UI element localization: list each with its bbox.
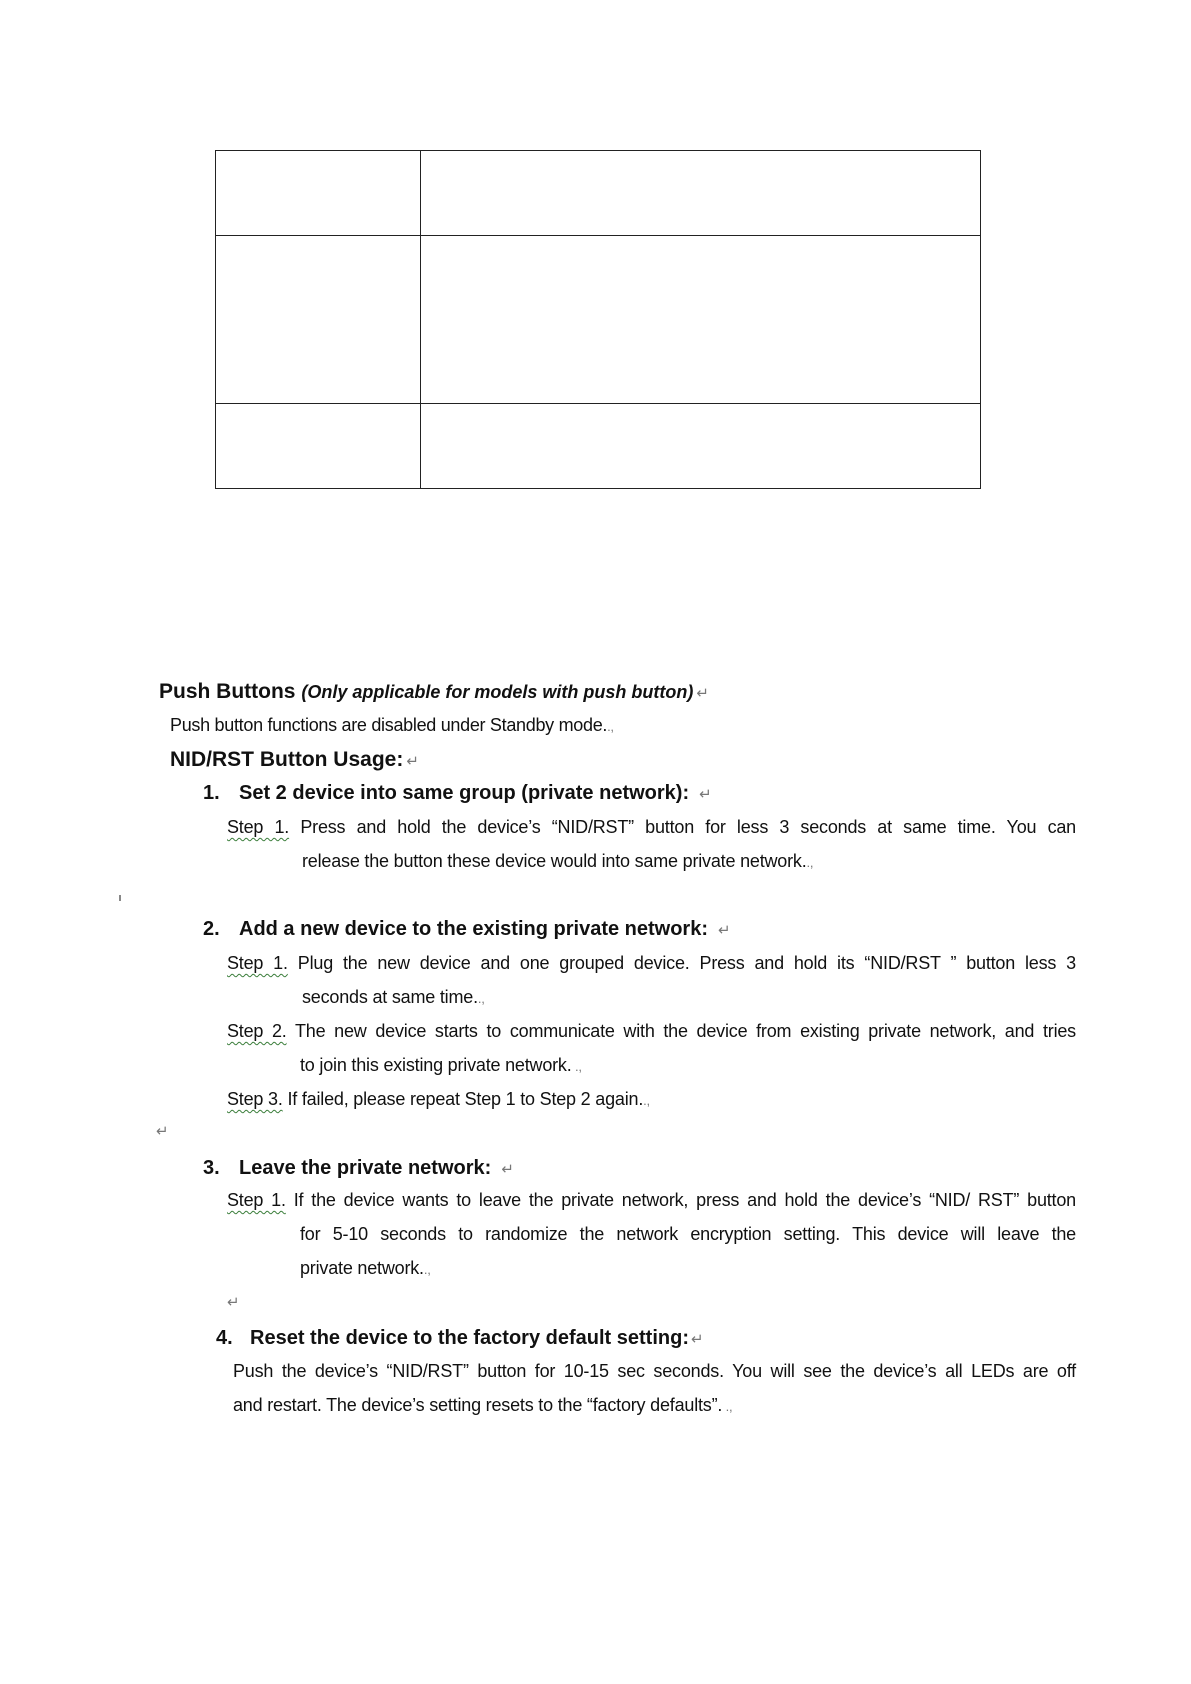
item-number: 1.: [203, 782, 220, 804]
section-subtitle: (Only applicable for models with push button): [301, 682, 694, 702]
body-text: and restart. The device’s setting resets to the “factory defaults”.: [233, 1395, 723, 1415]
paragraph-mark-icon: .,: [571, 1059, 582, 1074]
item-3-step-1-line-2: [300, 1224, 1076, 1245]
item-number: 2.: [203, 918, 220, 940]
item-heading-text: Add a new device to the existing private network:: [239, 918, 708, 940]
table-row: [216, 151, 981, 236]
item-2-step-1-line-1: [227, 953, 1076, 974]
paragraph-mark-icon: .,: [477, 991, 485, 1006]
step-label: Step 1.: [227, 953, 288, 973]
table-row: [216, 236, 981, 404]
item-number: 4.: [216, 1327, 233, 1349]
step-label: Step 3.: [227, 1089, 283, 1109]
step-text: Press and hold the device’s “NID/RST” button for less 3 seconds at same time. You can: [300, 817, 1076, 837]
item-1-step-1-line-1: [227, 817, 1076, 838]
section-heading: [159, 680, 709, 704]
table-cell: [216, 404, 421, 489]
empty-table: [215, 150, 981, 489]
item-heading-1: [203, 782, 712, 805]
item-2-step-3: [227, 1089, 650, 1110]
item-heading-4: [216, 1327, 704, 1350]
step-text: Plug the new device and one grouped device. Press and hold its “NID/RST ” button less 3: [297, 953, 1076, 973]
table-cell: [216, 236, 421, 404]
table-cell: [216, 151, 421, 236]
item-4-body-line-2: [233, 1395, 732, 1416]
table-cell: [420, 236, 980, 404]
item-4-body-line-1: [233, 1361, 1076, 1382]
section-title: Push Buttons: [159, 680, 296, 703]
step-label: Step 1.: [227, 1190, 286, 1210]
paragraph-mark-icon: .,: [806, 855, 814, 870]
item-heading-3: [203, 1157, 514, 1180]
item-1-step-1-line-2: [302, 851, 813, 872]
item-2-step-1-line-2: [302, 987, 485, 1008]
step-text: private network.: [300, 1258, 424, 1278]
return-mark-icon: ↵: [699, 786, 712, 803]
step-text: seconds at same time.: [302, 987, 478, 1007]
step-text: to join this existing private network.: [300, 1055, 572, 1075]
table-cell: [420, 404, 980, 489]
item-3-step-1-line-3: [300, 1258, 431, 1279]
margin-mark: [119, 895, 121, 901]
step-text: The new device starts to communicate with the device from existing private network, and tries: [295, 1021, 1076, 1041]
step-text: If the device wants to leave the private network, press and hold the device’s “NID/ RST” button: [293, 1190, 1076, 1210]
return-mark-icon: ↵: [406, 753, 419, 770]
item-2-step-2-line-2: [300, 1055, 582, 1076]
table-cell: [420, 151, 980, 236]
paragraph-mark-icon: .,: [423, 1262, 431, 1277]
paragraph-mark-icon: .,: [643, 1093, 650, 1108]
return-mark-icon: ↵: [156, 1123, 169, 1140]
item-3-step-1-line-1: [227, 1190, 1076, 1211]
step-text: for 5-10 seconds to randomize the network encryption setting. This device will leave the: [300, 1224, 1076, 1244]
item-heading-text: Set 2 device into same group (private network):: [239, 782, 690, 804]
step-label: Step 1.: [227, 817, 290, 837]
item-heading-text: Leave the private network:: [239, 1157, 492, 1179]
step-text: release the button these device would into same private network.: [302, 851, 807, 871]
item-heading-2: [203, 918, 731, 941]
usage-heading: [170, 748, 419, 772]
section-intro: [170, 715, 614, 736]
usage-heading-text: NID/RST Button Usage:: [170, 748, 404, 771]
step-text: If failed, please repeat Step 1 to Step 2 again.: [287, 1089, 644, 1109]
step-label: Step 2.: [227, 1021, 287, 1041]
return-mark-icon: ↵: [696, 685, 709, 702]
item-number: 3.: [203, 1157, 220, 1179]
return-mark-icon: ↵: [501, 1161, 514, 1178]
item-heading-text: Reset the device to the factory default setting:: [250, 1327, 689, 1349]
table-row: [216, 404, 981, 489]
return-mark-icon: ↵: [690, 1331, 704, 1348]
intro-text: Push button functions are disabled under Standby mode.: [170, 715, 608, 735]
paragraph-mark-icon: .,: [607, 719, 614, 734]
paragraph-mark-icon: .,: [722, 1399, 733, 1414]
return-mark-icon: ↵: [718, 922, 731, 939]
body-text: Push the device’s “NID/RST” button for 10-15 sec seconds. You will see the device’s all LEDs are off: [233, 1361, 1076, 1381]
item-2-step-2-line-1: [227, 1021, 1076, 1042]
return-mark-icon: ↵: [227, 1294, 240, 1311]
